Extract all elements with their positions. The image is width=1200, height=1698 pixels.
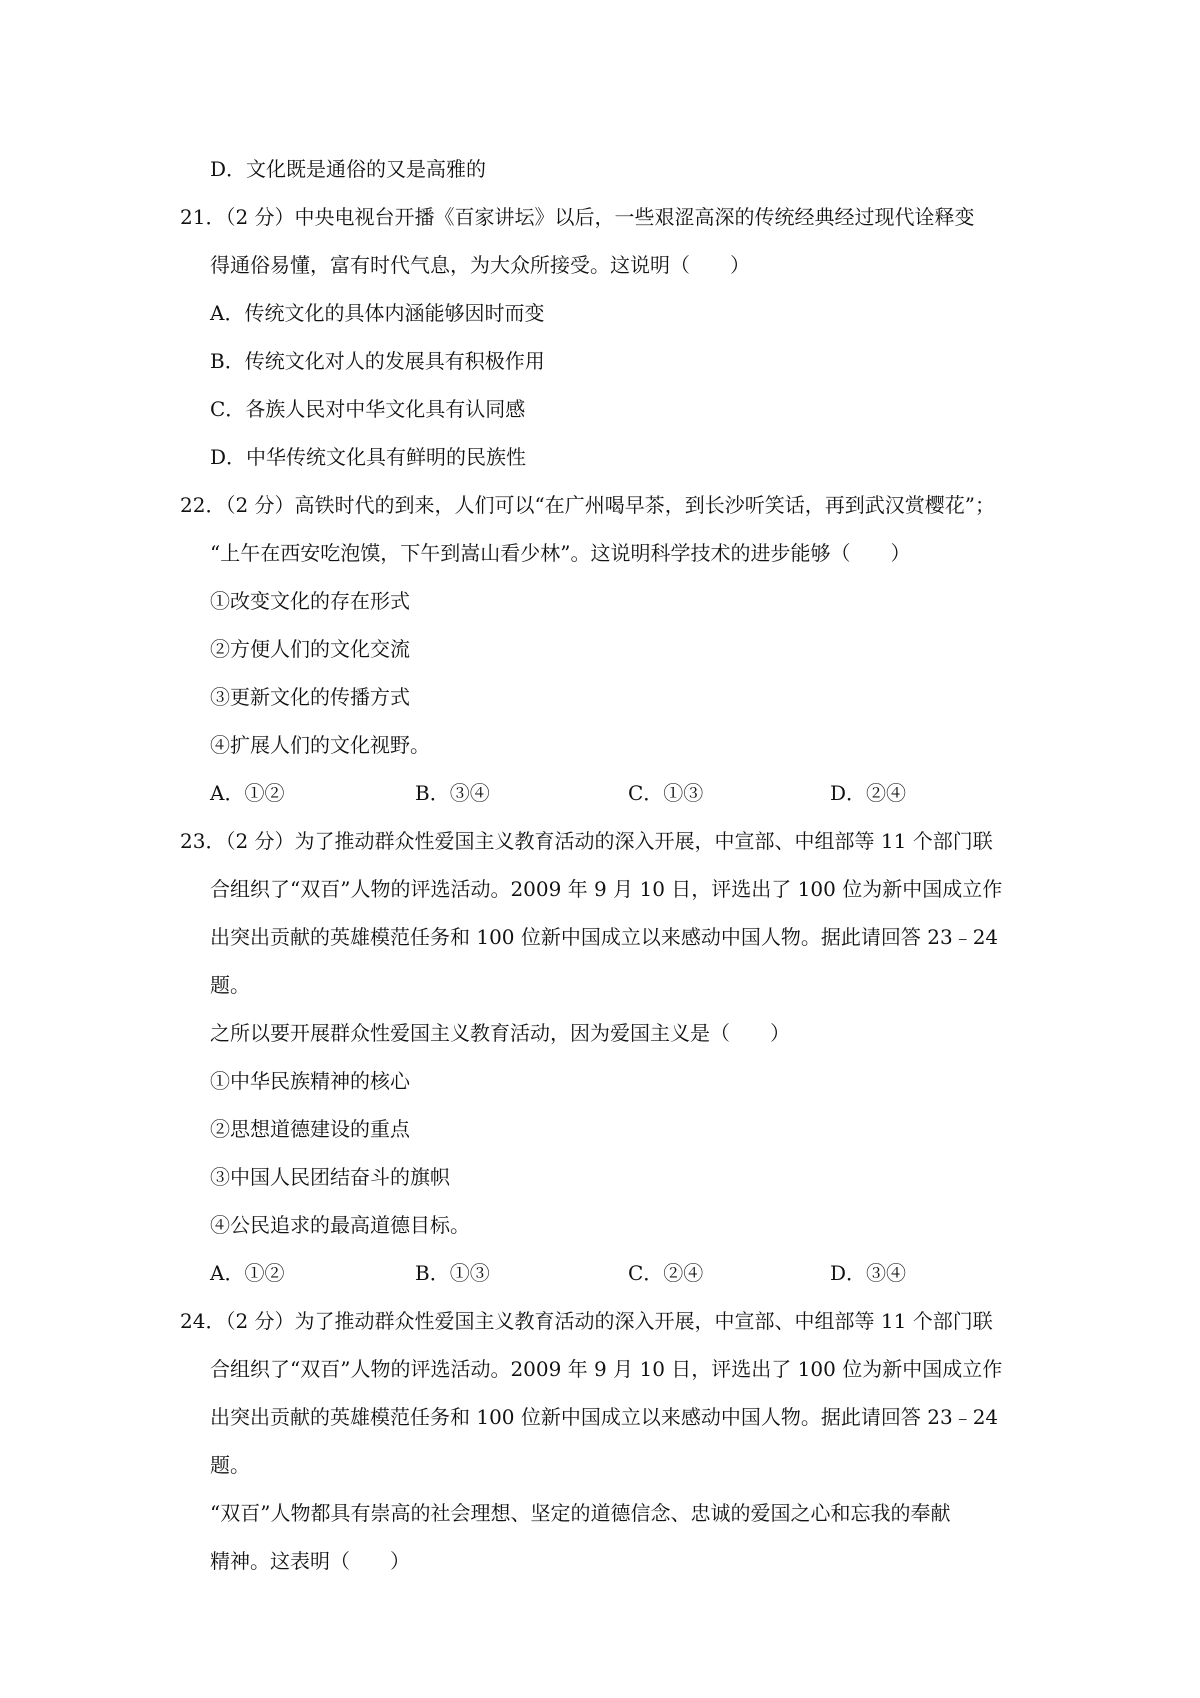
q24-stem-line-4: 题。 bbox=[210, 1453, 250, 1477]
q22-item-1: ①改变文化的存在形式 bbox=[210, 589, 410, 613]
q21-option-d: D．中华传统文化具有鲜明的民族性 bbox=[210, 445, 527, 469]
q23-option-b: B．①③ bbox=[415, 1261, 490, 1285]
q23-stem-line-2: 合组织了“双百”人物的评选活动。2009 年 9 月 10 日，评选出了 100 位为新中国成立作 bbox=[210, 877, 1003, 901]
q22-option-d: D．②④ bbox=[830, 781, 907, 805]
q22-stem-line-2: “上午在西安吃泡馍，下午到嵩山看少林”。这说明科学技术的进步能够（ ） bbox=[210, 541, 911, 565]
q23-item-1: ①中华民族精神的核心 bbox=[210, 1069, 410, 1093]
q21-option-a: A．传统文化的具体内涵能够因时而变 bbox=[210, 301, 545, 325]
q24-stem-line-1: 24．（2 分）为了推动群众性爱国主义教育活动的深入开展，中宣部、中组部等 11 个部门联 bbox=[180, 1309, 993, 1333]
q23-stem-line-1: 23．（2 分）为了推动群众性爱国主义教育活动的深入开展，中宣部、中组部等 11 个部门联 bbox=[180, 829, 993, 853]
q23-question: 之所以要开展群众性爱国主义教育活动，因为爱国主义是（ ） bbox=[210, 1021, 790, 1045]
q21-option-b: B．传统文化对人的发展具有积极作用 bbox=[210, 349, 545, 373]
q23-option-d: D．③④ bbox=[830, 1261, 907, 1285]
q21-stem-line-2: 得通俗易懂，富有时代气息，为大众所接受。这说明（ ） bbox=[210, 253, 750, 277]
q23-item-3: ③中国人民团结奋斗的旗帜 bbox=[210, 1165, 450, 1189]
q23-item-4: ④公民追求的最高道德目标。 bbox=[210, 1213, 470, 1237]
q23-option-a: A．①② bbox=[210, 1261, 285, 1285]
q23-stem-line-4: 题。 bbox=[210, 973, 250, 997]
q22-item-2: ②方便人们的文化交流 bbox=[210, 637, 410, 661]
q22-stem-line-1: 22．（2 分）高铁时代的到来，人们可以“在广州喝早茶，到长沙听笑话，再到武汉赏樱花”； bbox=[180, 493, 995, 517]
q22-option-a: A．①② bbox=[210, 781, 285, 805]
q24-question-line-1: “双百”人物都具有崇高的社会理想、坚定的道德信念、忠诚的爱国之心和忘我的奉献 bbox=[210, 1501, 951, 1525]
q24-stem-line-2: 合组织了“双百”人物的评选活动。2009 年 9 月 10 日，评选出了 100 位为新中国成立作 bbox=[210, 1357, 1003, 1381]
q23-item-2: ②思想道德建设的重点 bbox=[210, 1117, 410, 1141]
q22-option-b: B．③④ bbox=[415, 781, 490, 805]
q24-stem-line-3: 出突出贡献的英雄模范任务和 100 位新中国成立以来感动中国人物。据此请回答 23﹣24 bbox=[210, 1405, 999, 1429]
q24-question-line-2: 精神。这表明（ ） bbox=[210, 1549, 410, 1573]
q23-stem-line-3: 出突出贡献的英雄模范任务和 100 位新中国成立以来感动中国人物。据此请回答 23﹣24 bbox=[210, 925, 999, 949]
q23-option-c: C．②④ bbox=[628, 1261, 704, 1285]
q22-option-c: C．①③ bbox=[628, 781, 704, 805]
q22-item-4: ④扩展人们的文化视野。 bbox=[210, 733, 430, 757]
q22-item-3: ③更新文化的传播方式 bbox=[210, 685, 410, 709]
q20-option-d: D．文化既是通俗的又是高雅的 bbox=[210, 157, 487, 181]
q21-option-c: C．各族人民对中华文化具有认同感 bbox=[210, 397, 526, 421]
q21-stem-line-1: 21．（2 分）中央电视台开播《百家讲坛》以后，一些艰涩高深的传统经典经过现代诠释变 bbox=[180, 205, 975, 229]
